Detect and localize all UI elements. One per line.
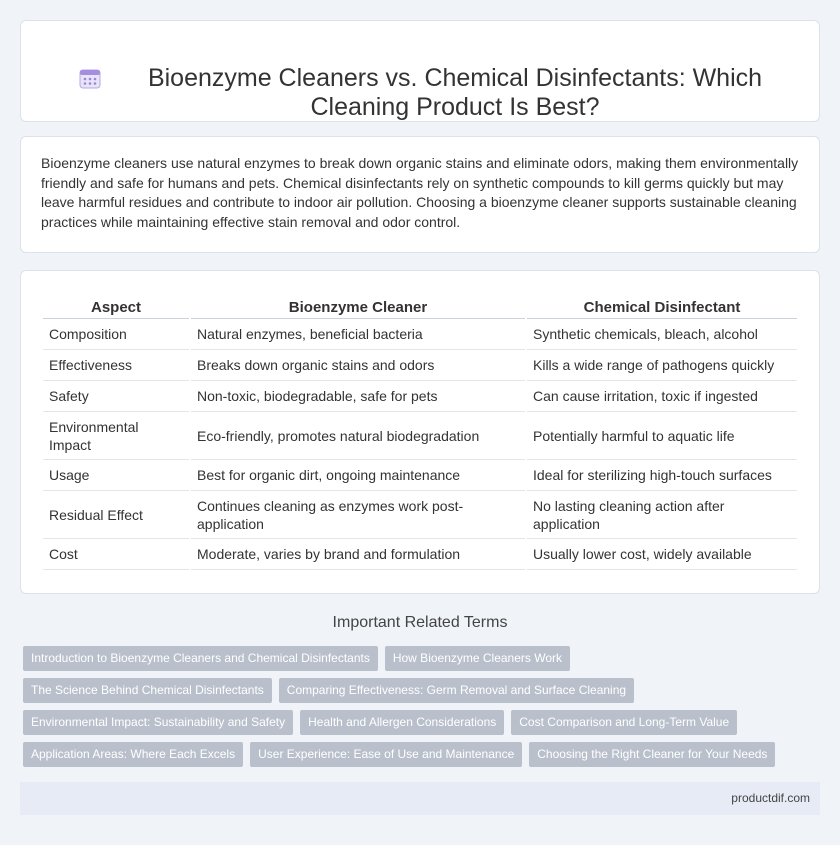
chemical-cell: Usually lower cost, widely available	[527, 539, 797, 570]
calendar-icon	[79, 67, 101, 89]
aspect-cell: Environmental Impact	[43, 412, 189, 460]
related-term-tag[interactable]: Introduction to Bioenzyme Cleaners and Chemical Disinfectants	[23, 646, 378, 671]
title-card	[20, 20, 820, 122]
column-header-bioenzyme: Bioenzyme Cleaner	[191, 297, 525, 319]
comparison-table	[41, 297, 799, 570]
related-terms-heading: Important Related Terms	[332, 614, 508, 631]
table-row	[43, 539, 797, 570]
related-term-tag[interactable]: Environmental Impact: Sustainability and Safety	[23, 710, 293, 735]
intro-card	[20, 136, 820, 253]
table-row	[43, 460, 797, 491]
aspect-cell: Effectiveness	[43, 350, 189, 381]
footer-site-link[interactable]: productdif.com	[731, 791, 810, 805]
aspect-cell: Safety	[43, 381, 189, 412]
table-row	[43, 491, 797, 539]
tag-row	[23, 678, 823, 703]
related-term-tag[interactable]: The Science Behind Chemical Disinfectants	[23, 678, 272, 703]
aspect-cell: Residual Effect	[43, 491, 189, 539]
aspect-cell: Composition	[43, 319, 189, 350]
related-term-tag[interactable]: Comparing Effectiveness: Germ Removal and Surface Cleaning	[279, 678, 634, 703]
table-row	[43, 412, 797, 460]
bioenzyme-cell: Moderate, varies by brand and formulation	[191, 539, 525, 570]
table-row	[43, 381, 797, 412]
chemical-cell: Ideal for sterilizing high-touch surfaces	[527, 460, 797, 491]
related-term-tag[interactable]: How Bioenzyme Cleaners Work	[385, 646, 570, 671]
related-term-tag[interactable]: Application Areas: Where Each Excels	[23, 742, 243, 767]
related-term-tag[interactable]: User Experience: Ease of Use and Maintenance	[250, 742, 522, 767]
bioenzyme-cell: Natural enzymes, beneficial bacteria	[191, 319, 525, 350]
table-row	[43, 319, 797, 350]
chemical-cell: Potentially harmful to aquatic life	[527, 412, 797, 460]
footer	[20, 782, 820, 815]
bioenzyme-cell: Continues cleaning as enzymes work post-application	[191, 491, 525, 539]
chemical-cell: No lasting cleaning action after application	[527, 491, 797, 539]
table-row	[43, 350, 797, 381]
chemical-cell: Can cause irritation, toxic if ingested	[527, 381, 797, 412]
chemical-cell: Kills a wide range of pathogens quickly	[527, 350, 797, 381]
bioenzyme-cell: Best for organic dirt, ongoing maintenance	[191, 460, 525, 491]
bioenzyme-cell: Non-toxic, biodegradable, safe for pets	[191, 381, 525, 412]
intro-paragraph: Bioenzyme cleaners use natural enzymes to break down organic stains and eliminate odors, making them environmentally friendly and safe for humans and pets. Chemical disinfectants rely on synthetic compounds to kill germs quickly but may leave harmful residues and contribute to indoor air pollution. Choosing a bioenzyme cleaner supports sustainable cleaning practices while maintaining effective stain removal and odor control.	[41, 155, 799, 230]
related-term-tag[interactable]: Cost Comparison and Long-Term Value	[511, 710, 737, 735]
column-header-chemical: Chemical Disinfectant	[527, 297, 797, 319]
page-title: Bioenzyme Cleaners vs. Chemical Disinfectants: Which Cleaning Product Is Best?	[147, 64, 763, 121]
related-term-tag[interactable]: Choosing the Right Cleaner for Your Needs	[529, 742, 775, 767]
related-terms-list	[23, 646, 823, 774]
aspect-cell: Usage	[43, 460, 189, 491]
bioenzyme-cell: Breaks down organic stains and odors	[191, 350, 525, 381]
aspect-cell: Cost	[43, 539, 189, 570]
tag-row	[23, 646, 823, 671]
comparison-card	[20, 270, 820, 594]
tag-row	[23, 710, 823, 735]
chemical-cell: Synthetic chemicals, bleach, alcohol	[527, 319, 797, 350]
bioenzyme-cell: Eco-friendly, promotes natural biodegradation	[191, 412, 525, 460]
column-header-aspect: Aspect	[43, 297, 189, 319]
related-term-tag[interactable]: Health and Allergen Considerations	[300, 710, 504, 735]
table-header-row	[43, 297, 797, 319]
tag-row	[23, 742, 823, 767]
